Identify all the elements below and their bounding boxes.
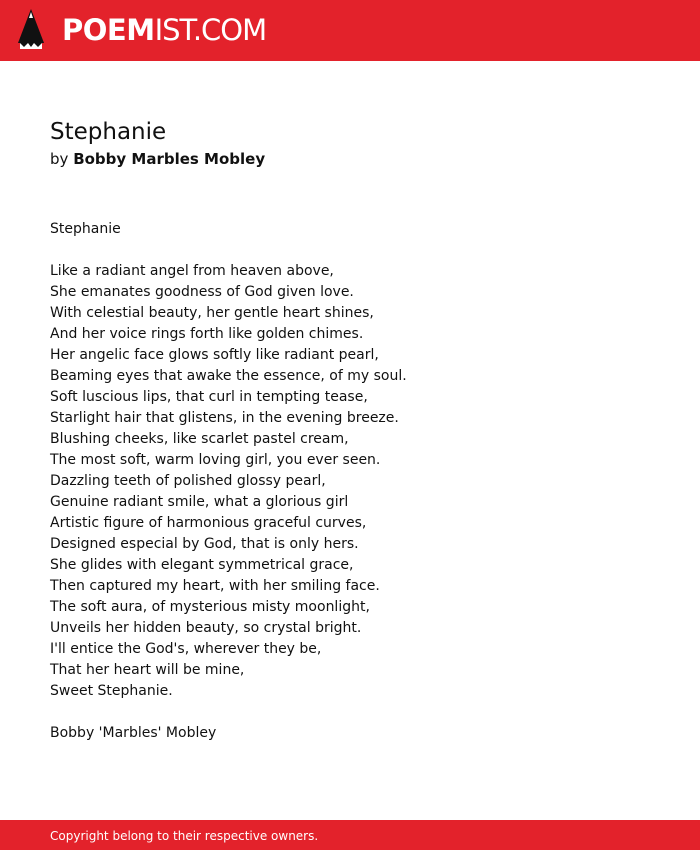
poem-line: Then captured my heart, with her smiling face. (50, 578, 380, 594)
poem-line: Genuine radiant smile, what a glorious girl (50, 494, 349, 510)
poem-line: Artistic figure of harmonious graceful curves, (50, 515, 367, 531)
poem-line: Her angelic face glows softly like radiant pearl, (50, 347, 379, 363)
poem-line: The soft aura, of mysterious misty moonlight, (50, 599, 370, 615)
poem-line: And her voice rings forth like golden chimes. (50, 326, 364, 342)
logo-light-text: IST.COM (154, 13, 267, 47)
author-link[interactable]: Bobby Marbles Mobley (73, 150, 266, 168)
poem-line: She emanates goodness of God given love. (50, 284, 354, 300)
poem-line: She glides with elegant symmetrical grace, (50, 557, 354, 573)
poem-line: I'll entice the God's, wherever they be, (50, 641, 322, 657)
poem-line: Starlight hair that glistens, in the evening breeze. (50, 410, 399, 426)
stanza-gap (50, 240, 407, 261)
poem-title: Stephanie (50, 119, 167, 145)
poem-line: With celestial beauty, her gentle heart shines, (50, 305, 374, 321)
by-label: by (50, 150, 69, 168)
poem-body (50, 219, 407, 744)
pen-nib-icon[interactable] (18, 9, 44, 51)
poem-line: Dazzling teeth of polished glossy pearl, (50, 473, 326, 489)
poem-line: The most soft, warm loving girl, you ever seen. (50, 452, 381, 468)
poem-signature: Bobby 'Marbles' Mobley (50, 725, 217, 741)
byline (50, 149, 265, 169)
poem-lines (50, 261, 407, 702)
poem-line: Designed especial by God, that is only hers. (50, 536, 359, 552)
poem-line: Beaming eyes that awake the essence, of my soul. (50, 368, 407, 384)
site-header (0, 0, 700, 61)
copyright-text: Copyright belong to their respective owners. (50, 829, 319, 843)
poem-line: That her heart will be mine, (50, 662, 245, 678)
site-logo[interactable] (62, 12, 266, 48)
poem-heading: Stephanie (50, 221, 121, 237)
poem-line: Soft luscious lips, that curl in tempting tease, (50, 389, 368, 405)
poem-line: Like a radiant angel from heaven above, (50, 263, 334, 279)
poem-line: Sweet Stephanie. (50, 683, 173, 699)
site-footer (0, 820, 700, 850)
logo-bold-text: POEM (62, 13, 155, 47)
stanza-gap (50, 702, 407, 723)
poem-line: Blushing cheeks, like scarlet pastel cream, (50, 431, 349, 447)
poem-line: Unveils her hidden beauty, so crystal bright. (50, 620, 362, 636)
